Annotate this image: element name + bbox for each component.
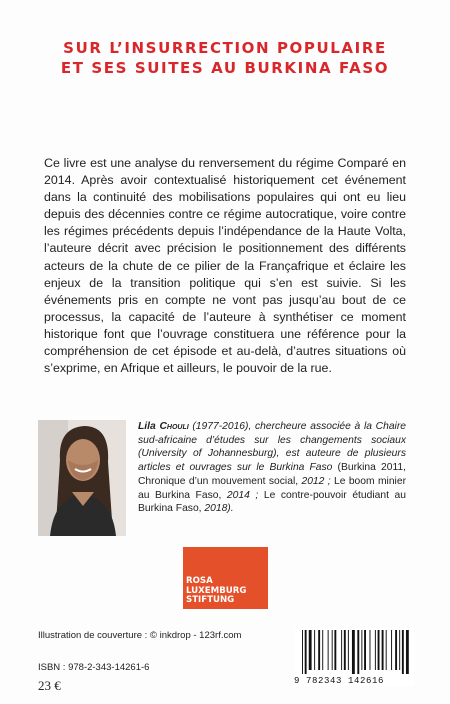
bio-text-e: Le boom minier au Burkina Faso, xyxy=(138,475,406,501)
barcode-bar xyxy=(361,630,362,670)
barcode-bar xyxy=(364,630,366,670)
barcode-bar xyxy=(322,630,323,670)
logo-line-1: ROSA xyxy=(186,576,213,587)
barcode-bar xyxy=(328,630,329,670)
barcode-bar xyxy=(382,630,384,670)
bio-text-b: Burkina Faso xyxy=(269,462,333,474)
barcode-bar xyxy=(370,630,371,670)
logo-line-2: LUXEMBURG xyxy=(186,585,247,596)
barcode-bar xyxy=(318,630,320,670)
publisher-logo xyxy=(183,547,268,609)
barcode-bar xyxy=(341,630,342,670)
barcode-bar xyxy=(378,630,380,670)
barcode-bar xyxy=(314,630,315,670)
barcode-bar xyxy=(302,630,303,674)
barcode-bar xyxy=(357,630,359,674)
barcode-bar xyxy=(391,630,392,670)
barcode-bar xyxy=(309,630,312,670)
barcode-bar xyxy=(334,630,336,670)
isbn: ISBN : 978-2-343-14261-6 xyxy=(38,662,150,673)
bio-text-c: (Burkina 2011, Chronique d’un mouvement social, xyxy=(138,462,407,487)
barcode-bar xyxy=(402,630,404,674)
isbn-barcode xyxy=(294,628,414,686)
author-last-name: Chouli xyxy=(159,421,189,432)
barcode-bar xyxy=(332,630,333,670)
author-first-name: Lila xyxy=(138,421,156,432)
bio-text-a: (1977-2016), chercheure associée à la Chaire sud-africaine d’études sur les changements sociaux (University of Johannesburg), est auteure de plusieurs articles et ouvrages sur le xyxy=(138,421,406,474)
price: 23 € xyxy=(38,678,61,693)
bio-text-d: 2012 ; xyxy=(301,475,334,487)
barcode-bar xyxy=(375,630,376,670)
logo-line-3: STIFTUNG xyxy=(186,595,235,606)
author-photo xyxy=(38,420,126,536)
barcode-bar xyxy=(386,630,387,670)
bio-text-f: 2014 ; xyxy=(226,489,264,501)
barcode-bar xyxy=(352,630,355,674)
barcode-bar xyxy=(305,630,307,674)
barcode-bar xyxy=(399,630,400,670)
book-title xyxy=(0,38,450,78)
title-line-1: SUR L’INSURRECTION POPULAIRE xyxy=(63,39,387,57)
barcode-bar xyxy=(344,630,346,670)
barcode-bars xyxy=(294,628,414,674)
author-bio xyxy=(138,420,406,516)
title-line-2: ET SES SUITES AU BURKINA FASO xyxy=(60,59,390,77)
barcode-bar xyxy=(348,630,349,670)
bio-text-g: Le contre-pouvoir étudiant au Burkina Faso, xyxy=(138,489,407,515)
barcode-digits: 9 782343 142616 xyxy=(294,676,385,686)
cover-illustration-credit: Illustration de couverture : © inkdrop - 123rf.com xyxy=(38,630,242,641)
barcode-bar xyxy=(406,630,409,674)
bio-text-h: 2018). xyxy=(204,503,234,515)
back-cover-blurb: Ce livre est une analyse du renversement du régime Comparé en 2014. Après avoir contextualisé historiquement cet événement dans la continuité des mobilisations populaires qui ont eu lieu depuis des décennies contre ce régime autocratique, voire contre les régimes précédents depuis l’indépendance de la Haute Volta, l’auteure décrit avec précision le positionnement des différents acteurs de la chute de ce pilier de la Françafrique et éclaire les enjeux de la transition politique qui s’en est suivie. Si les événements pris en compte ne vont pas jusqu’au bout de ce processus, la capacité de l’auteure à synthétiser ce moment historique font que l’ouvrage constituera une référence pour la compréhension de cet épisode et au-delà, d’autres situations où s’exprime, en Afrique et ailleurs, le pouvoir de la rue. xyxy=(44,156,406,376)
barcode-bar xyxy=(395,630,397,670)
